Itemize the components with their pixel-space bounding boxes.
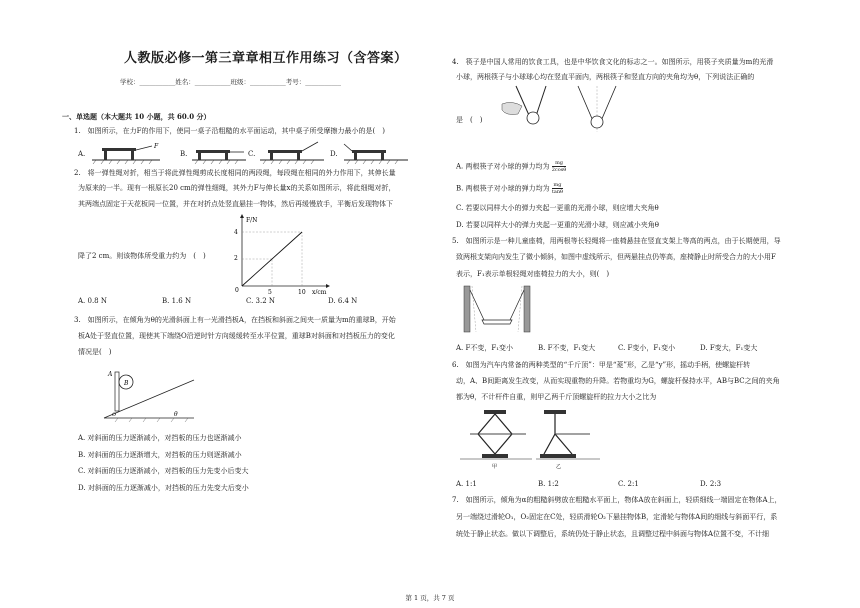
q4-line-1: 4. 筷子是中国人常用的饮食工具，也是中华饮食文化的标志之一。如图所示，用筷子夹质量为m的光滑 [452,58,774,66]
q5-option-a[interactable]: A. F不变，F₁变小 [456,344,514,352]
q5-line-3: 表示，F₁表示单根轻绳对座椅拉力的大小，则( ) [456,270,610,278]
q1-text: 1. 如图所示，在力F的作用下，使同一桌子沿粗糙的水平面运动，其中桌子所受摩擦力最小的是( ) [74,127,385,135]
q2-graph-ytick-4: 4 [234,229,238,236]
q2-option-d[interactable]: D. 6.4 N [328,297,358,305]
q2-graph-origin: 0 [235,287,239,294]
q5-line-2: 致两根支架向内发生了微小倾斜，如图中虚线所示，但两悬挂点仍等高，座椅静止时所受合力的大小用F [456,253,776,261]
q2-line-3: 其两端点固定于天花板同一位置，并在对折点处竖直悬挂一物体，然后再缓慢放手，平衡后发现物体下 [78,200,393,208]
q2-line-1: 2. 将一弹性绳对折，相当于将此弹性绳剪成长度相同的两段绳，每段绳在相同的外力作用下，其伸长量 [74,169,396,177]
q1-option-a[interactable]: A. [78,150,86,158]
q1-option-c[interactable]: C. [248,150,256,158]
q3-line-1: 3. 如图所示，在倾角为θ的光滑斜面上有一光滑挡板A，在挡板和斜面之间夹一质量为m的重球B，开始 [74,316,396,324]
q1-figure-c [258,140,328,164]
q4-option-a-den: 2cosθ [551,167,567,173]
q4-option-b[interactable] [456,182,563,195]
q5-line-1: 5. 如图所示是一种儿童座椅，用两根等长轻绳将一座椅悬挂在竖直支架上等高的两点，由于长期使用，导 [452,237,781,245]
q4-option-a-text: A. 两根筷子对小球的弹力均为 [456,162,550,171]
q4-option-a[interactable] [456,160,566,173]
q3-line-2: 板A处于竖直位置，现使其下端绕O沿逆时针方向缓缓转至水平位置，重球B对斜面和对挡板压力的变化 [78,332,395,340]
q4-option-c[interactable]: C. 若要以同样大小的弹力夹起一更重的光滑小球，则应增大夹角θ [456,204,659,212]
q5-swing-figure [460,284,534,334]
q1-figure-a [90,142,170,164]
q1-option-b[interactable]: B. [180,150,188,158]
q3-figure [98,362,198,424]
q6-label-yi: 乙 [556,464,562,470]
q2-line-2: 为原来的一半。现有一根原长20 cm的弹性细绳，其外力F与伸长量x的关系如图所示，将此细绳对折， [78,184,396,192]
q6-option-d[interactable]: D. 2:3 [700,480,722,488]
q4-force-diagram [572,84,622,136]
section-heading: 一、单选题（本大题共 10 小题，共 60.0 分） [62,112,211,121]
q7-line-3: 统处于静止状态。做以下调整后，系统仍处于静止状态，且调整过程中斜面与物体A位置不变，不计细 [456,530,770,538]
q4-option-d[interactable]: D. 若要以同样大小的弹力夹起一更重的光滑小球，则应减小夹角θ [456,221,660,229]
q7-line-1: 7. 如图所示，倾角为α的粗糙斜劈放在粗糙水平面上，物体A放在斜面上，轻质细线一端固定在物体A上， [452,496,782,504]
q4-line-2: 小球，两根筷子与小球球心均在竖直平面内，两根筷子和竖直方向的夹角均为θ，下列说法正确的 [456,73,755,81]
q3-option-b[interactable]: B. 对斜面的压力逐渐增大，对挡板的压力则逐渐减小 [78,451,242,459]
q2-option-c[interactable]: C. 3.2 N [246,297,276,305]
q2-graph-xtick-5: 5 [268,289,272,294]
page-title: 人教版必修一第三章章相互作用练习（含答案） [124,51,408,66]
q4-chopsticks-figure [496,84,566,136]
q2-graph-xlabel: x/cm [312,289,327,294]
q6-option-c[interactable]: C. 2:1 [618,480,639,488]
q1-figure-b [190,142,250,164]
q2-line-4: 降了2 cm。则该物体所受重力约为 ( ) [78,252,206,260]
q6-option-b[interactable]: B. 1:2 [538,480,559,488]
page-footer: 第 1 页，共 7 页 [405,594,455,602]
q2-graph [222,214,332,294]
q4-line-3: 是 ( ) [456,116,483,124]
q5-option-c[interactable]: C. F变小，F₁变小 [618,344,676,352]
q4-option-a-fraction [552,160,567,173]
q2-graph-ylabel: F/N [246,217,258,224]
q3-option-d[interactable]: D. 对斜面的压力逐渐减小，对挡板的压力先变大后变小 [78,484,249,492]
q2-graph-xtick-10: 10 [298,289,306,294]
q6-line-3: 都为θ，不计杆件自重，则甲乙两千斤顶螺旋杆的拉力大小之比为 [456,393,657,401]
q3-label-theta: θ [174,411,178,418]
q3-option-a[interactable]: A. 对斜面的压力逐渐减小，对挡板的压力也逐渐减小 [78,434,242,442]
q6-line-1: 6. 如图为汽车内常备的两种类型的“千斤顶”：甲是“菱”形，乙是“y”形，摇动手柄，使螺旋杆转 [452,361,751,369]
q1-force-label-a: F [154,143,159,150]
q6-jack-figure [460,406,610,470]
q4-option-a-num: mg [552,160,567,167]
q6-option-a[interactable]: A. 1:1 [456,480,477,488]
q1-option-d[interactable]: D. [330,150,338,158]
q3-option-c[interactable]: C. 对斜面的压力逐渐减小，对挡板的压力先变小后变大 [78,467,249,475]
q2-graph-ytick-2: 2 [234,255,238,262]
q5-option-b[interactable]: B. F不变，F₁变大 [538,344,596,352]
q7-line-2: 另一端绕过滑轮O₁，O₂固定在C处，轻质滑轮O₂下悬挂物体B，定滑轮与物体A间的细线与斜面平行，系 [456,513,778,521]
q2-option-a[interactable]: A. 0.8 N [78,297,107,305]
q3-label-b: B [124,380,129,387]
q4-option-b-text: B. 两根筷子对小球的弹力均为 [456,184,550,193]
q4-option-b-den: tanθ [551,189,564,195]
q3-line-3: 情况是( ) [78,348,112,356]
q6-label-jia: 甲 [492,464,498,470]
student-info-line: 学校：___________姓名：___________班级：___________考号：___________ [120,78,341,86]
q4-option-b-fraction [552,182,563,195]
q1-figure-d [342,140,412,164]
q4-option-b-num: mg [553,182,562,188]
q3-label-a: A [108,371,113,378]
q6-line-2: 动，A、B间距离发生改变，从而实现重物的升降。若物重均为G，螺旋杆保持水平，AB与BC之间的夹角 [456,377,780,385]
q5-option-d[interactable]: D. F变大，F₁变大 [700,344,758,352]
q2-option-b[interactable]: B. 1.6 N [162,297,192,305]
q3-label-o: O [112,412,117,418]
